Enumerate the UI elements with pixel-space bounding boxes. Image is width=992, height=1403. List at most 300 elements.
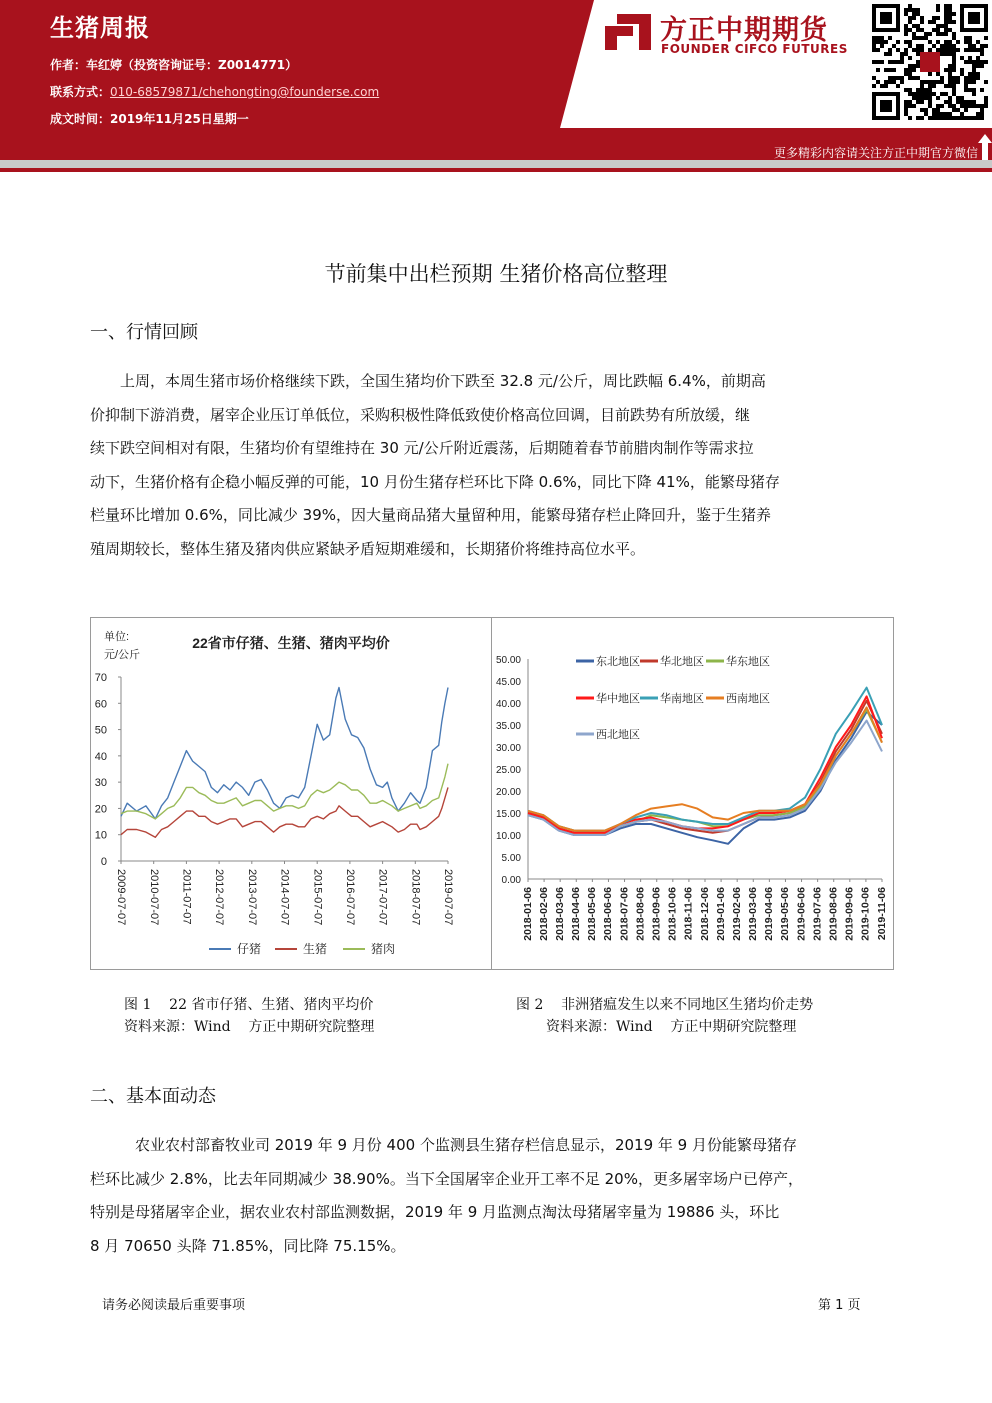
qr-module [980, 108, 984, 112]
chart1-legend-label: 生猪 [303, 942, 328, 956]
qr-module [952, 32, 956, 36]
qr-module [908, 16, 912, 20]
qr-module [888, 48, 892, 52]
qr-module [956, 48, 960, 52]
chart2-x-tick-label: 2019-11-06 [875, 887, 888, 941]
figure1-source: 资料来源：Wind 方正中期研究院整理 [124, 1019, 375, 1035]
qr-module [916, 8, 920, 12]
qr-module [976, 104, 980, 108]
qr-module [888, 68, 892, 72]
qr-module [972, 64, 976, 68]
chart2-x-tick-label: 2018-11-06 [682, 887, 695, 941]
qr-module [944, 16, 948, 20]
qr-module [956, 108, 960, 112]
qr-module [904, 28, 908, 32]
paragraph-line: 特别是母猪屠宰企业，据农业农村部监测数据，2019 年 9 月监测点淘汰母猪屠宰量为 19886 头，环比 [90, 1203, 780, 1222]
qr-module [952, 84, 956, 88]
qr-module [972, 48, 976, 52]
chart2-series-line [528, 707, 882, 830]
qr-module [932, 84, 936, 88]
qr-module [932, 16, 936, 20]
chart2-y-tick-label: 45.00 [495, 677, 521, 688]
qr-module [912, 48, 916, 52]
qr-module [940, 92, 944, 96]
qr-module [976, 56, 980, 60]
qr-module [944, 112, 948, 116]
qr-module [984, 100, 988, 104]
chart1-x-tick-label: 2018-07-07 [409, 869, 422, 926]
qr-module [920, 44, 924, 48]
qr-module [908, 4, 912, 8]
qr-module [904, 112, 908, 116]
qr-module [872, 76, 876, 80]
qr-module [948, 116, 952, 120]
qr-module [976, 76, 980, 80]
qr-module [980, 52, 984, 56]
chart1-y-tick-label: 30 [94, 777, 107, 790]
qr-module [908, 40, 912, 44]
qr-module [924, 112, 928, 116]
qr-module [948, 12, 952, 16]
chart1-unit-label: 元/公斤 [104, 649, 141, 661]
chart2-x-tick-label: 2019-03-06 [747, 887, 760, 941]
report-name: 生猪周报 [50, 14, 150, 42]
qr-module [964, 76, 968, 80]
chart2-y-tick-label: 5.00 [501, 853, 521, 864]
qr-module [916, 36, 920, 40]
qr-module [944, 116, 948, 120]
qr-module [944, 20, 948, 24]
chart2-series-line [528, 721, 882, 835]
qr-module [952, 52, 956, 56]
qr-module [912, 36, 916, 40]
qr-module [912, 64, 916, 68]
logo-english: FOUNDER CIFCO FUTURES [661, 42, 848, 56]
chart1-y-tick-label: 10 [94, 829, 107, 842]
qr-module [908, 64, 912, 68]
qr-module [924, 80, 928, 84]
qr-module [980, 44, 984, 48]
qr-module [936, 8, 940, 12]
qr-module [908, 8, 912, 12]
chart1-x-tick-label: 2019-07-07 [442, 869, 455, 926]
qr-module [940, 112, 944, 116]
qr-module [904, 52, 908, 56]
qr-module [936, 112, 940, 116]
qr-module [876, 36, 880, 40]
qr-module [876, 60, 880, 64]
qr-module [948, 96, 952, 100]
chart1-unit-label: 单位: [104, 631, 130, 643]
chart2-x-tick-label: 2019-10-06 [859, 887, 872, 941]
qr-module [952, 104, 956, 108]
paragraph-line: 续下跌空间相对有限，生猪均价有望维持在 30 元/公斤附近震荡，后期随着春节前腊肉制作等需求拉 [90, 439, 754, 458]
chart-regional-hog-prices [492, 618, 893, 969]
chart2-legend-label: 华南地区 [660, 693, 704, 705]
qr-module [940, 80, 944, 84]
qr-module [924, 32, 928, 36]
chart1-x-tick-label: 2010-07-07 [147, 869, 160, 926]
qr-module [920, 36, 924, 40]
qr-module [884, 68, 888, 72]
qr-module [884, 80, 888, 84]
contact-label: 联系方式： [50, 85, 111, 99]
qr-module [908, 116, 912, 120]
qr-module [896, 40, 900, 44]
qr-module [956, 100, 960, 104]
chart1-x-tick-label: 2009-07-07 [115, 869, 128, 926]
paragraph-line: 上周，本周生猪市场价格继续下跌，全国生猪均价下跌至 32.8 元/公斤，周比跌幅 6.4%，前期高 [120, 372, 766, 390]
qr-module [920, 100, 924, 104]
qr-module [872, 84, 876, 88]
chart2-series-line [528, 710, 882, 833]
qr-module [884, 52, 888, 56]
qr-module [968, 116, 972, 120]
qr-module [932, 20, 936, 24]
qr-module [916, 12, 920, 16]
qr-module [952, 116, 956, 120]
qr-module [872, 48, 876, 52]
qr-module [928, 96, 932, 100]
qr-module [872, 60, 876, 64]
qr-module [920, 48, 924, 52]
chart2-x-tick-label: 2018-02-06 [537, 887, 550, 941]
qr-module [972, 60, 976, 64]
qr-module [936, 32, 940, 36]
qr-module [972, 80, 976, 84]
qr-module [944, 28, 948, 32]
paragraph-line: 殖周期较长，整体生猪及猪肉供应紧缺矛盾短期难缓和，长期猪价将维持高位水平。 [90, 539, 646, 558]
author-line: 作者：车红婷（投资咨询证号：Z0014771） [50, 58, 298, 72]
qr-finder [880, 100, 892, 112]
qr-module [944, 92, 948, 96]
chart1-x-tick-label: 2016-07-07 [343, 869, 356, 926]
important-notice-link[interactable]: 请务必阅读最后重要事项 [102, 1298, 246, 1313]
qr-module [876, 68, 880, 72]
qr-module [908, 72, 912, 76]
qr-module [936, 24, 940, 28]
qr-module [904, 12, 908, 16]
chart2-x-tick-label: 2019-07-06 [811, 887, 824, 941]
qr-module [880, 44, 884, 48]
qr-module [916, 64, 920, 68]
qr-module [952, 68, 956, 72]
qr-module [904, 108, 908, 112]
qr-module [908, 92, 912, 96]
chart1-x-tick-label: 2013-07-07 [245, 869, 258, 926]
qr-module [880, 60, 884, 64]
chart1-x-tick-label: 2017-07-07 [376, 869, 389, 926]
qr-module [912, 16, 916, 20]
chart1-y-tick-label: 20 [94, 803, 107, 816]
qr-module [936, 4, 940, 8]
chart2-y-tick-label: 10.00 [495, 831, 521, 842]
wechat-qr-code-icon[interactable] [872, 4, 988, 120]
chart2-y-tick-label: 50.00 [495, 655, 521, 666]
chart2-x-tick-label: 2019-02-06 [730, 887, 743, 941]
qr-module [904, 24, 908, 28]
qr-module [948, 52, 952, 56]
qr-module [984, 44, 988, 48]
chart2-x-tick-label: 2018-07-06 [618, 887, 631, 941]
fundamentals-paragraph [90, 1129, 902, 1263]
qr-module [896, 60, 900, 64]
qr-module [948, 8, 952, 12]
chart2-x-tick-label: 2018-09-06 [650, 887, 663, 941]
qr-module [932, 44, 936, 48]
paragraph-line: 农业农村部畜牧业司 2019 年 9 月份 400 个监测县生猪存栏信息显示，2019 年 9 月份能繁母猪存 [135, 1136, 797, 1154]
chart1-x-tick-label: 2011-07-07 [180, 869, 193, 925]
qr-module [976, 60, 980, 64]
chart2-x-tick-label: 2018-08-06 [634, 887, 647, 941]
qr-module [944, 100, 948, 104]
qr-module [960, 116, 964, 120]
qr-module [936, 48, 940, 52]
qr-module [976, 72, 980, 76]
qr-module [948, 28, 952, 32]
figure2-source: 资料来源：Wind 方正中期研究院整理 [546, 1019, 797, 1035]
qr-module [904, 104, 908, 108]
qr-module [904, 100, 908, 104]
qr-module [940, 48, 944, 52]
qr-module [888, 52, 892, 56]
qr-module [928, 32, 932, 36]
qr-module [928, 80, 932, 84]
qr-module [920, 96, 924, 100]
qr-module [972, 44, 976, 48]
qr-module [980, 60, 984, 64]
qr-module [924, 108, 928, 112]
chart1-legend-label: 仔猪 [237, 942, 262, 956]
qr-module [900, 80, 904, 84]
qr-module [948, 16, 952, 20]
qr-module [972, 76, 976, 80]
qr-module [912, 8, 916, 12]
qr-module [964, 60, 968, 64]
paragraph-line: 动下，生猪价格有企稳小幅反弹的可能，10 月份生猪存栏环比下降 0.6%，同比下降 41%，能繁母猪存 [90, 472, 780, 491]
qr-module [980, 104, 984, 108]
chart2-y-tick-label: 40.00 [495, 699, 521, 710]
qr-module [900, 60, 904, 64]
chart1-y-tick-label: 0 [100, 856, 107, 868]
qr-module [936, 80, 940, 84]
contact-line [50, 83, 379, 100]
qr-module [952, 44, 956, 48]
qr-module [936, 40, 940, 44]
chart2-y-tick-label: 25.00 [495, 765, 521, 776]
qr-module [944, 40, 948, 44]
chart2-x-tick-label: 2019-04-06 [763, 887, 776, 941]
qr-module [948, 40, 952, 44]
qr-module [884, 40, 888, 44]
qr-module [960, 112, 964, 116]
qr-module [908, 88, 912, 92]
qr-module [952, 60, 956, 64]
qr-module [944, 32, 948, 36]
qr-module [948, 48, 952, 52]
qr-module [968, 36, 972, 40]
section-heading-fundamentals: 二、基本面动态 [90, 1086, 216, 1107]
qr-module [880, 84, 884, 88]
logo-chinese: 方正中期期货 [660, 15, 828, 46]
qr-module [928, 84, 932, 88]
qr-module [872, 44, 876, 48]
qr-module [968, 100, 972, 104]
chart1-legend-label: 猪肉 [371, 942, 396, 956]
qr-module [948, 76, 952, 80]
qr-module [932, 112, 936, 116]
qr-module [916, 60, 920, 64]
chart2-legend-label: 西南地区 [726, 693, 770, 705]
qr-module [920, 92, 924, 96]
qr-module [920, 84, 924, 88]
qr-module [956, 40, 960, 44]
qr-module [940, 52, 944, 56]
qr-module [960, 68, 964, 72]
qr-module [916, 48, 920, 52]
qr-module [968, 44, 972, 48]
qr-module [932, 80, 936, 84]
qr-module [896, 48, 900, 52]
qr-module [964, 80, 968, 84]
qr-module [932, 116, 936, 120]
qr-module [968, 72, 972, 76]
qr-module [952, 88, 956, 92]
qr-module [968, 76, 972, 80]
qr-module [908, 104, 912, 108]
qr-module [972, 88, 976, 92]
qr-module [944, 44, 948, 48]
qr-module [948, 64, 952, 68]
qr-module [952, 20, 956, 24]
qr-module [956, 80, 960, 84]
qr-module [928, 48, 932, 52]
qr-module [916, 24, 920, 28]
qr-module [948, 100, 952, 104]
qr-module [916, 116, 920, 120]
qr-module [936, 16, 940, 20]
qr-module [888, 80, 892, 84]
qr-module [944, 52, 948, 56]
qr-module [948, 20, 952, 24]
qr-module [912, 96, 916, 100]
chart1-title: 22省市仔猪、生猪、猪肉平均价 [192, 635, 390, 651]
qr-module [952, 48, 956, 52]
qr-module [916, 96, 920, 100]
qr-module [948, 84, 952, 88]
contact-link[interactable]: 010-68579871/chehongting@founderse.com [110, 85, 380, 99]
qr-module [908, 56, 912, 60]
qr-module [912, 32, 916, 36]
qr-module [960, 104, 964, 108]
qr-module [948, 112, 952, 116]
chart2-x-tick-label: 2018-01-06 [521, 887, 534, 941]
chart2-y-tick-label: 30.00 [495, 743, 521, 754]
chart2-legend-label: 西北地区 [596, 729, 640, 741]
qr-module [964, 104, 968, 108]
market-review-paragraph [90, 365, 902, 567]
qr-module [944, 12, 948, 16]
qr-module [980, 116, 984, 120]
qr-module [972, 72, 976, 76]
qr-module [904, 48, 908, 52]
qr-module [904, 8, 908, 12]
qr-module [912, 92, 916, 96]
chart2-y-tick-label: 0.00 [501, 875, 521, 886]
qr-module [932, 92, 936, 96]
qr-module [968, 80, 972, 84]
qr-module [904, 72, 908, 76]
chart2-y-tick-label: 35.00 [495, 721, 521, 732]
section-heading-market-review: 一、行情回顾 [90, 322, 198, 343]
chart2-y-tick-label: 20.00 [495, 787, 521, 798]
qr-module [980, 64, 984, 68]
qr-module [916, 76, 920, 80]
qr-module [872, 36, 876, 40]
qr-module [920, 16, 924, 20]
chart2-legend-label: 华北地区 [660, 656, 704, 668]
qr-module [944, 68, 948, 72]
chart1-x-tick-label: 2012-07-07 [213, 869, 226, 926]
qr-module [892, 80, 896, 84]
qr-module [928, 100, 932, 104]
qr-module [876, 48, 880, 52]
qr-module [876, 80, 880, 84]
qr-module [888, 36, 892, 40]
qr-module [936, 104, 940, 108]
chart2-x-tick-label: 2018-06-06 [602, 887, 615, 941]
chart1-y-tick-label: 60 [94, 698, 107, 711]
qr-module [912, 24, 916, 28]
qr-module [968, 56, 972, 60]
qr-module [976, 40, 980, 44]
chart1-y-tick-label: 50 [94, 724, 107, 737]
qr-module [960, 72, 964, 76]
qr-module [964, 100, 968, 104]
qr-module [952, 108, 956, 112]
qr-module [908, 28, 912, 32]
qr-module [952, 76, 956, 80]
qr-module [928, 40, 932, 44]
chart2-x-tick-label: 2018-12-06 [698, 887, 711, 941]
qr-module [920, 108, 924, 112]
qr-module [936, 116, 940, 120]
qr-module [980, 112, 984, 116]
qr-module [956, 96, 960, 100]
founder-logo-icon [603, 10, 653, 50]
qr-module [900, 76, 904, 80]
chart2-legend-label: 华中地区 [596, 693, 640, 705]
qr-module [968, 88, 972, 92]
chart1-y-tick-label: 70 [94, 672, 107, 684]
chart1-x-tick-label: 2015-07-07 [311, 869, 324, 926]
follow-wechat-text[interactable]: 更多精彩内容请关注方正中期官方微信 [773, 146, 978, 160]
qr-module [964, 88, 968, 92]
chart2-x-tick-label: 2018-05-06 [586, 887, 599, 941]
qr-module [928, 88, 932, 92]
paragraph-line: 栏量环比增加 0.6%，同比减少 39%，因大量商品猪大量留种用，能繁母猪存栏止降回升，鉴于生猪养 [90, 506, 771, 525]
chart2-legend-label: 华东地区 [726, 656, 770, 668]
qr-module [924, 92, 928, 96]
qr-module [904, 32, 908, 36]
qr-module [872, 40, 876, 44]
qr-module [932, 28, 936, 32]
qr-module [984, 60, 988, 64]
qr-module [892, 60, 896, 64]
qr-module [976, 116, 980, 120]
qr-module [920, 116, 924, 120]
qr-module [948, 4, 952, 8]
